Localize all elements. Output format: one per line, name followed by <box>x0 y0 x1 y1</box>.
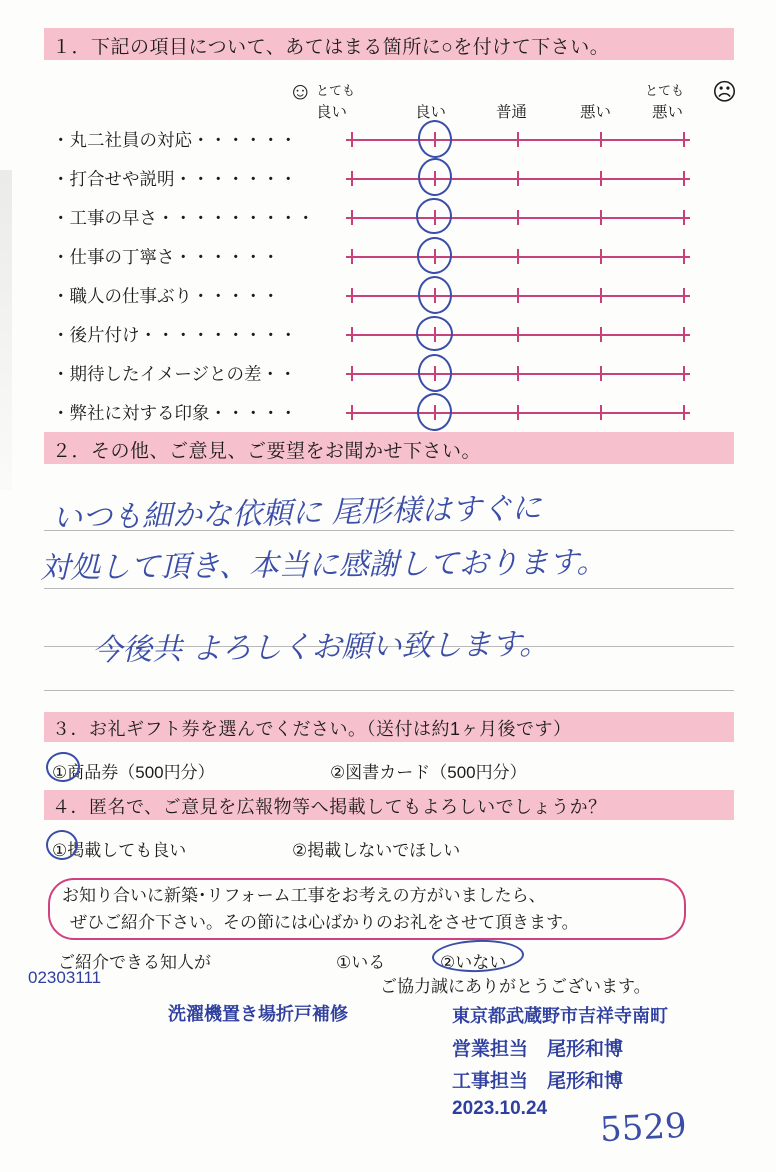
q1-tick-2-4 <box>683 210 685 225</box>
q1-tick-5-4 <box>683 327 685 342</box>
q1-row-label-3: ・仕事の丁寧さ・・・・・・ <box>52 247 280 267</box>
q1-answer-circle-4 <box>416 275 453 316</box>
q1-heading: １．下記の項目について、あてはまる箇所に○を付けて下さい。 <box>52 37 610 58</box>
q1-tick-1-0 <box>351 171 353 186</box>
q3-option-0[interactable]: ①商品券（500円分） <box>52 763 215 782</box>
q1-row-label-2: ・工事の早さ・・・・・・・・・ <box>52 208 315 228</box>
q1-tick-5-3 <box>600 327 602 342</box>
q1-tick-1-4 <box>683 171 685 186</box>
q2-handwritten-line-0: いつも細かな依頼に 尾形様はすぐに <box>51 490 542 537</box>
q1-tick-4-3 <box>600 288 602 303</box>
q1-tick-1-2 <box>517 171 519 186</box>
q1-answer-circle-0 <box>416 118 454 159</box>
q1-answer-circle-2 <box>415 197 453 235</box>
q3-option-1[interactable]: ②図書カード（500円分） <box>330 763 527 782</box>
referral-box-line-0: お知り合いに新築･リフォーム工事をお考えの方がいましたら、 <box>62 886 546 905</box>
q2-heading: ２．その他、ご意見、ご要望をお聞かせ下さい。 <box>52 441 482 462</box>
comment-rule-0 <box>44 530 734 531</box>
q1-tick-4-0 <box>351 288 353 303</box>
q1-tick-7-2 <box>517 405 519 420</box>
work-description: 洗濯機置き場折戸補修 <box>168 1004 348 1024</box>
sales-rep: 営業担当 尾形和博 <box>452 1039 624 1060</box>
q1-row-label-4: ・職人の仕事ぶり・・・・・ <box>52 286 280 306</box>
q1-tick-3-4 <box>683 249 685 264</box>
q4-option-0[interactable]: ①掲載しても良い <box>52 841 187 860</box>
referral-option-1[interactable]: ②いない <box>440 953 507 972</box>
comment-rule-3 <box>44 690 734 691</box>
referral-box-line-1: ぜひご紹介下さい。その節には心ばかりのお礼をさせて頂きます。 <box>70 913 579 932</box>
scan-edge-artifact <box>0 170 12 490</box>
q1-tick-2-0 <box>351 210 353 225</box>
scale-header-4-top: とても <box>645 83 685 98</box>
q1-row-label-0: ・丸二社員の対応・・・・・・ <box>52 130 297 150</box>
happy-face-icon: ☺ <box>288 78 313 105</box>
q1-row-label-5: ・後片付け・・・・・・・・・ <box>52 325 297 345</box>
q1-tick-5-0 <box>351 327 353 342</box>
q1-row-label-7: ・弊社に対する印象・・・・・ <box>52 403 297 423</box>
q1-tick-3-2 <box>517 249 519 264</box>
q1-tick-4-2 <box>517 288 519 303</box>
q2-handwritten-line-2: 今後共 よろしくお願い致します。 <box>91 626 550 669</box>
scale-header-4-bottom: 悪い <box>652 104 684 121</box>
q4-heading: ４．匿名で、ご意見を広報物等へ掲載してもよろしいでしょうか？ <box>52 797 607 817</box>
referral-prompt: ご紹介できる知人が <box>58 953 211 972</box>
customer-address: 東京都武蔵野市吉祥寺南町 <box>452 1006 668 1026</box>
referral-option-0[interactable]: ①いる <box>336 953 386 972</box>
construction-rep: 工事担当 尾形和博 <box>452 1071 624 1092</box>
scale-header-2-bottom: 普通 <box>496 104 528 121</box>
q1-answer-circle-1 <box>417 157 454 197</box>
footer-handwritten-number: 5529 <box>599 1105 688 1151</box>
q1-tick-6-4 <box>683 366 685 381</box>
q1-tick-0-0 <box>351 132 353 147</box>
q1-tick-2-2 <box>517 210 519 225</box>
scale-header-0-bottom: 良い <box>316 104 348 121</box>
q1-tick-0-2 <box>517 132 519 147</box>
q1-answer-circle-3 <box>415 235 455 277</box>
q2-handwritten-line-1: 対処して頂き、本当に感謝しております。 <box>39 545 607 586</box>
q1-answer-circle-7 <box>415 392 453 433</box>
q1-answer-circle-5 <box>415 315 453 351</box>
q1-tick-6-0 <box>351 366 353 381</box>
referral-selected-circle <box>431 938 524 973</box>
thanks-text: ご協力誠にありがとうございます。 <box>380 977 651 996</box>
q4-option-1[interactable]: ②掲載しないでほしい <box>292 841 461 860</box>
q1-tick-7-0 <box>351 405 353 420</box>
scale-header-0-top: とても <box>316 83 356 98</box>
q1-tick-4-4 <box>683 288 685 303</box>
q1-tick-6-3 <box>600 366 602 381</box>
q1-tick-1-3 <box>600 171 602 186</box>
q1-tick-6-2 <box>517 366 519 381</box>
q1-tick-2-3 <box>600 210 602 225</box>
q1-tick-0-4 <box>683 132 685 147</box>
q1-row-label-6: ・期待したイメージとの差・・ <box>52 364 297 384</box>
q1-tick-7-4 <box>683 405 685 420</box>
q1-tick-5-2 <box>517 327 519 342</box>
q1-tick-7-3 <box>600 405 602 420</box>
q1-answer-circle-6 <box>416 352 454 394</box>
comment-rule-2 <box>44 646 734 647</box>
q1-row-label-1: ・打合せや説明・・・・・・・ <box>52 169 297 189</box>
q1-tick-3-3 <box>600 249 602 264</box>
customer-number: 02303111 <box>28 968 102 987</box>
comment-rule-1 <box>44 588 734 589</box>
q1-tick-0-3 <box>600 132 602 147</box>
q3-heading: ３．お礼ギフト券を選んでください。（送付は約1ヶ月後です） <box>52 719 572 739</box>
scale-header-3-bottom: 悪い <box>580 104 612 121</box>
scale-header-1-bottom: 良い <box>415 104 447 121</box>
sad-face-icon: ☹ <box>712 79 738 106</box>
survey-date: 2023.10.24 <box>452 1098 548 1119</box>
q1-tick-3-0 <box>351 249 353 264</box>
